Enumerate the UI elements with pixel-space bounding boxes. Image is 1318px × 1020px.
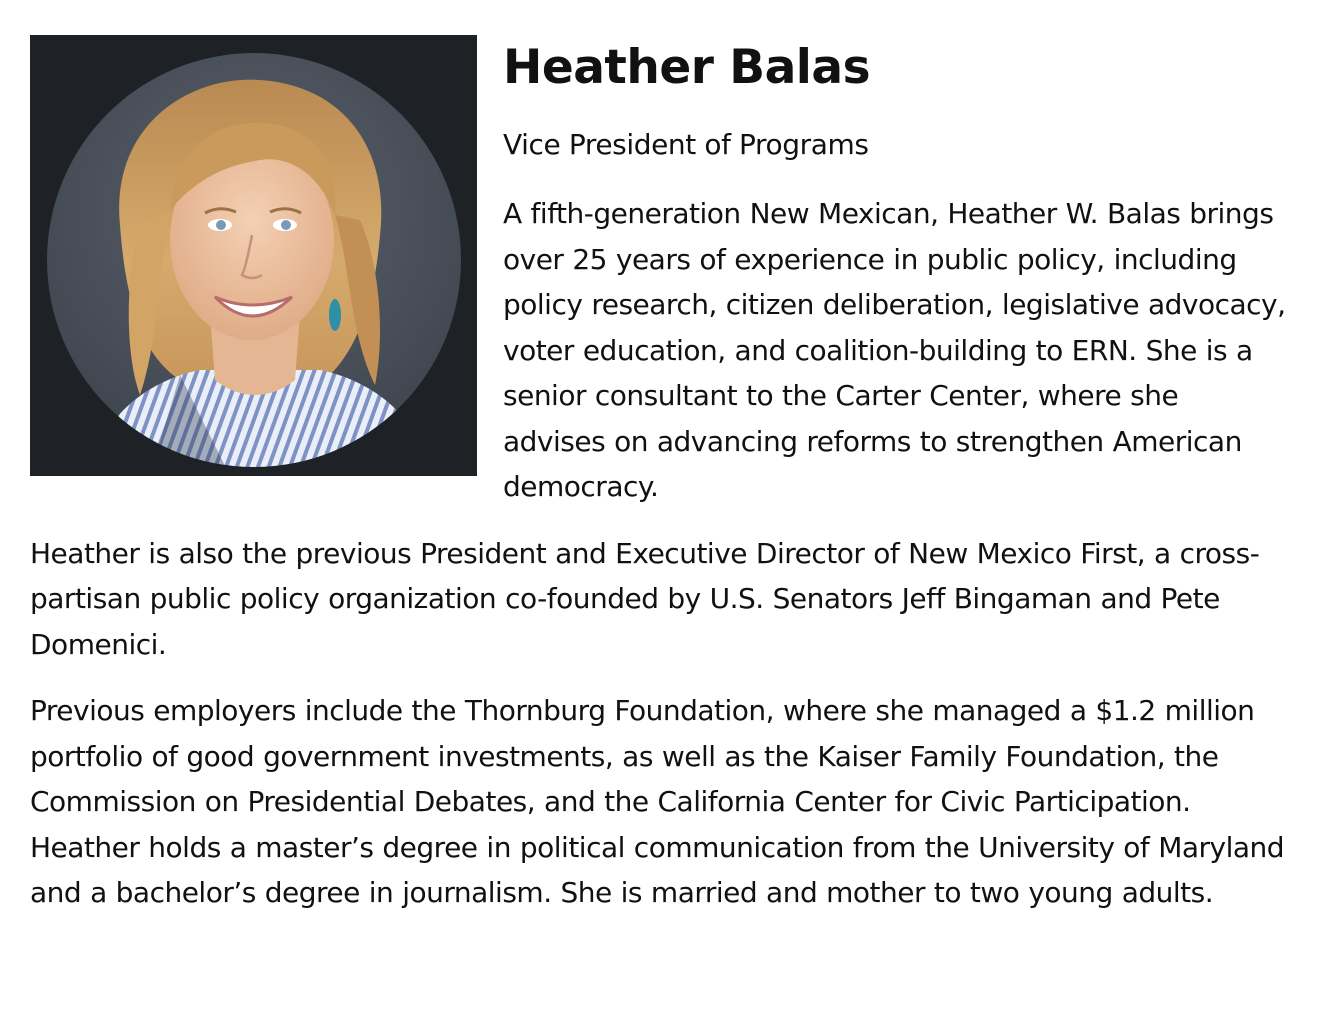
person-name: Heather Balas bbox=[503, 40, 871, 95]
bio-paragraph-1: A fifth-generation New Mexican, Heather W. Balas brings over 25 years of experience in public policy, including policy research, citizen deliberation, legislative advocacy, voter education, and coalition-building to ERN. She is a senior consultant to the Carter Center, where she advises on advancing reforms to strengthen American democracy. bbox=[503, 197, 1286, 504]
portrait-photo bbox=[30, 35, 477, 476]
portrait-illustration bbox=[30, 35, 477, 476]
person-title: Vice President of Programs bbox=[503, 128, 869, 161]
bio-paragraph-2: Heather is also the previous President and Executive Director of New Mexico First, a cross-partisan public policy organization co-founded by U.S. Senators Jeff Bingaman and Pete Domenici. bbox=[30, 536, 1260, 661]
bio-paragraph-3: Previous employers include the Thornburg Foundation, where she managed a $1.2 million portfolio of good government investments, as well as the Kaiser Family Foundation, the Commission on Presidential Debates, and the California Center for Civic Participation. Heather holds a master’s degree in political communication from the University of Maryland and a bachelor’s degree in journalism. She is married and mother to two young adults. bbox=[30, 694, 1285, 910]
